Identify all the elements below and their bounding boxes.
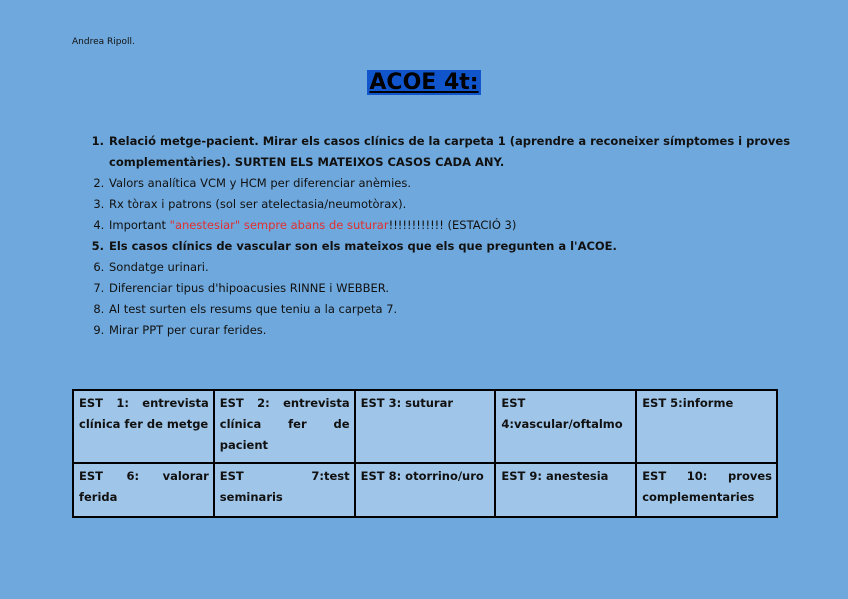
list-item: [108, 131, 798, 173]
list-item-text-post: !!!!!!!!!!!! (ESTACIÓ 3): [388, 218, 517, 232]
list-item-text: Els casos clínics de vascular son els mateixos que els que pregunten a l'ACOE.: [109, 239, 617, 253]
page-title-container: [0, 70, 848, 95]
list-item: [108, 173, 798, 194]
list-item: [108, 257, 798, 278]
stations-table: [72, 389, 778, 518]
list-item-text: Diferenciar tipus d'hipoacusies RINNE i WEBBER.: [109, 281, 390, 295]
list-item: [108, 194, 798, 215]
table-row: [73, 390, 777, 463]
station-cell: EST 7:test seminaris: [214, 463, 355, 517]
list-item-text: Mirar PPT per curar ferides.: [109, 323, 267, 337]
list-item-text: Al test surten els resums que teniu a la carpeta 7.: [109, 302, 398, 316]
station-cell: EST 1: entrevista clínica fer de metge: [73, 390, 214, 463]
list-item: [108, 215, 798, 236]
station-cell: EST 8: otorrino/uro: [355, 463, 496, 517]
page-title: ACOE 4t:: [369, 70, 479, 95]
list-item-highlight: "anestesiar" sempre abans de suturar: [169, 218, 389, 232]
list-item-text: Sondatge urinari.: [109, 260, 209, 274]
list-item-text: Valors analítica VCM y HCM per diferenciar anèmies.: [109, 176, 412, 190]
list-item: [108, 236, 798, 257]
list-item: [108, 299, 798, 320]
list-item-text: Relació metge-pacient. Mirar els casos clínics de la carpeta 1 (aprendre a reconeixer símptomes i proves complementàries). SURTEN ELS MATEIXOS CASOS CADA ANY.: [109, 134, 791, 169]
station-cell: EST 9: anestesia: [495, 463, 636, 517]
station-cell: EST 3: suturar: [355, 390, 496, 463]
list-item: [108, 320, 798, 341]
station-cell: EST 4:vascular/oftalmo: [495, 390, 636, 463]
study-notes-list: [90, 131, 798, 341]
author-name: Andrea Ripoll.: [72, 37, 135, 47]
station-cell: EST 2: entrevista clínica fer de pacient: [214, 390, 355, 463]
station-cell: EST 5:informe: [636, 390, 777, 463]
list-item-text-pre: Important: [109, 218, 170, 232]
station-cell: EST 10: proves complementaries: [636, 463, 777, 517]
list-item: [108, 278, 798, 299]
table-row: [73, 463, 777, 517]
list-item-text: Rx tòrax i patrons (sol ser atelectasia/neumotòrax).: [109, 197, 407, 211]
station-cell: EST 6: valorar ferida: [73, 463, 214, 517]
